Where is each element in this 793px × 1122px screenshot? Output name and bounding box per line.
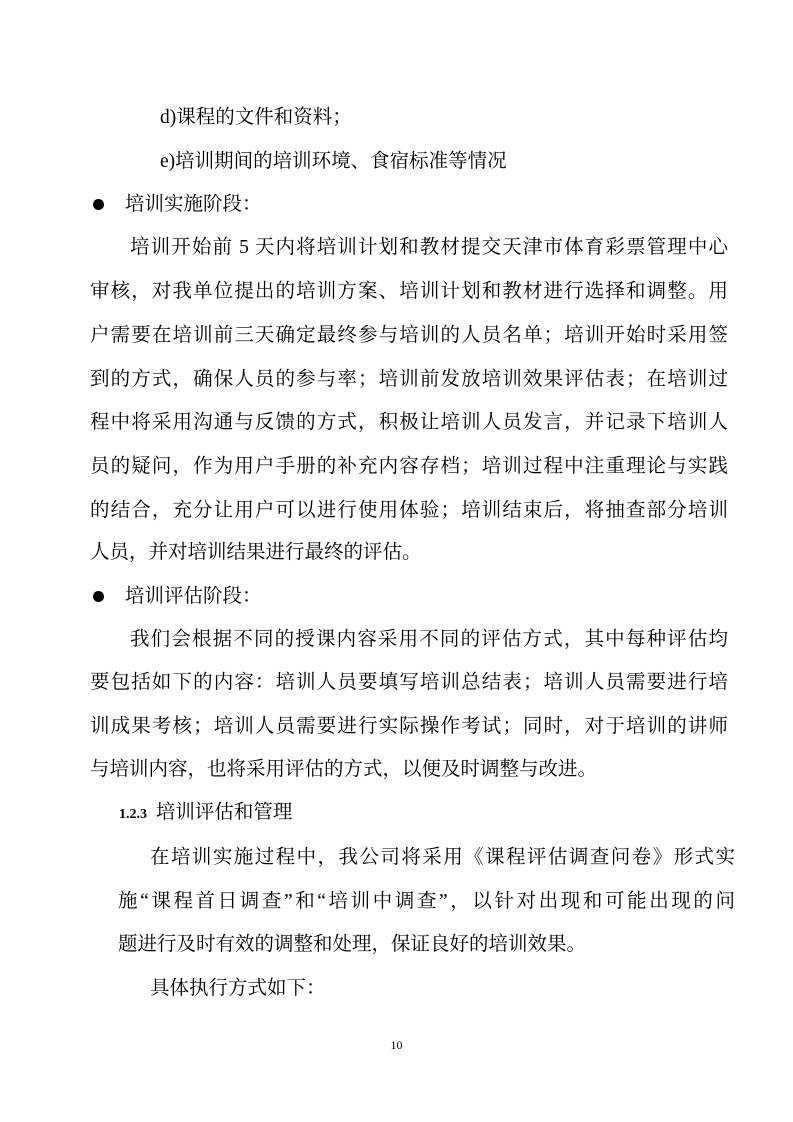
text-line: 在培训实施过程中，我公司将采用《课程评估调查问卷》形式实 — [150, 847, 735, 868]
text-line: 具体执行方式如下： — [150, 978, 326, 999]
text-line: 训成果考核；培训人员需要进行实际操作考试；同时，对于培训的讲师 — [90, 716, 728, 737]
text-line: 培训开始前 5 天内将培训计划和教材提交天津市体育彩票管理中心 — [130, 237, 728, 258]
list-item-e: e)培训期间的培训环境、食宿标准等情况 — [160, 151, 507, 172]
heading-title: 培训评估和管理 — [155, 802, 293, 823]
bullet-icon — [93, 199, 104, 210]
text-line: 程中将采用沟通与反馈的方式，积极让培训人员发言，并记录下培训人 — [90, 412, 728, 433]
text-line: 到的方式，确保人员的参与率；培训前发放培训效果评估表；在培训过 — [90, 369, 728, 390]
heading-number: 1.2.3 — [119, 807, 147, 822]
bullet-icon — [93, 591, 104, 602]
section-title-implement: 培训实施阶段： — [125, 194, 262, 215]
text-line: 要包括如下的内容：培训人员要填写培训总结表；培训人员需要进行培 — [90, 672, 728, 693]
text-line: 与培训内容，也将采用评估的方式，以便及时调整与改进。 — [90, 759, 598, 780]
text-line: 题进行及时有效的调整和处理，保证良好的培训效果。 — [118, 934, 587, 955]
text-line: 人员，并对培训结果进行最终的评估。 — [90, 542, 422, 563]
text-line: 我们会根据不同的授课内容采用不同的评估方式，其中每种评估均 — [130, 629, 728, 650]
text-line: 的结合，充分让用户可以进行使用体验；培训结束后，将抽查部分培训 — [90, 500, 728, 521]
list-item-d: d)课程的文件和资料； — [160, 107, 352, 128]
section-heading — [119, 801, 292, 827]
section-title-evaluate: 培训评估阶段： — [125, 586, 262, 607]
text-line: 施“课程首日调查”和“培训中调查”，以针对出现和可能出现的问 — [118, 891, 735, 912]
text-line: 户需要在培训前三天确定最终参与培训的人员名单；培训开始时采用签 — [90, 325, 728, 346]
text-line: 审核，对我单位提出的培训方案、培训计划和教材进行选择和调整。用 — [90, 281, 728, 302]
text-line: 员的疑问，作为用户手册的补充内容存档；培训过程中注重理论与实践 — [90, 456, 728, 477]
page-number: 10 — [390, 1038, 403, 1052]
